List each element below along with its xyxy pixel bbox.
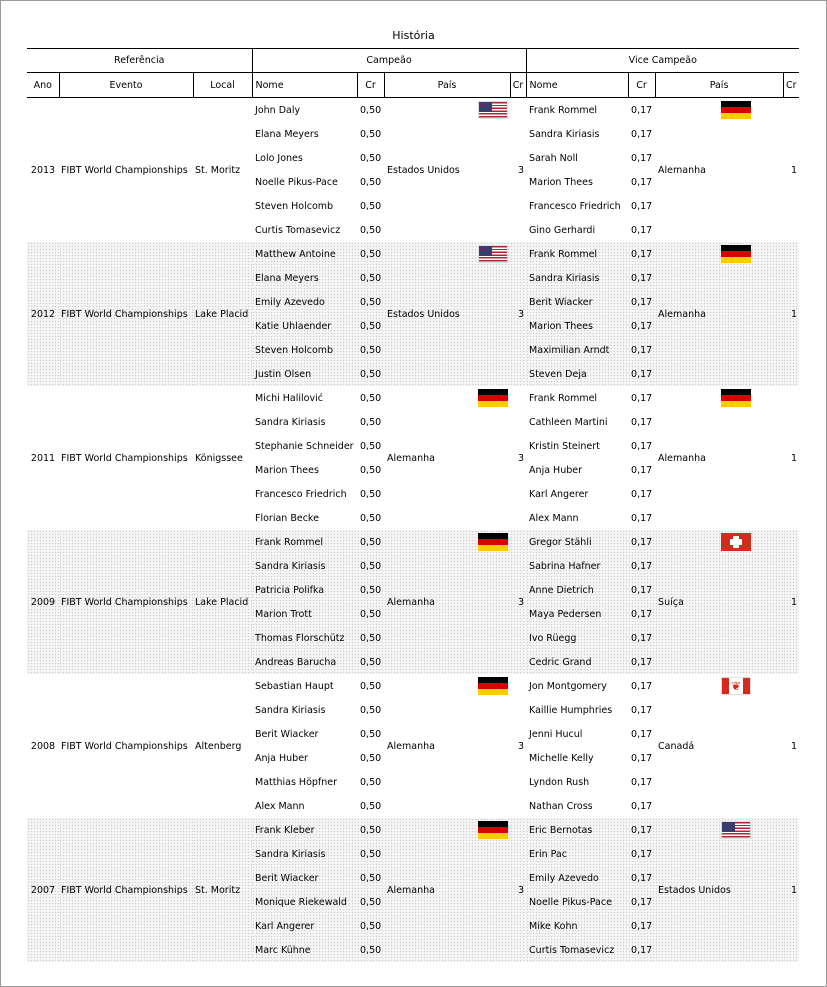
cell-vice-country[interactable] (655, 242, 783, 386)
cell-ano[interactable]: 2008 (27, 674, 59, 818)
cell-vice-name[interactable]: Gregor Stähli (526, 530, 628, 554)
cell-champ-cr[interactable]: 0,50 (357, 770, 384, 794)
year-group-2011 (27, 386, 799, 530)
cell-champ-country-cr[interactable]: 3 (510, 98, 526, 243)
cell-champ-name[interactable]: Sandra Kiriasis (252, 554, 357, 578)
cell-vice-name[interactable]: Frank Rommel (526, 386, 628, 410)
cell-champ-cr[interactable]: 0,50 (357, 386, 384, 410)
cell-champ-cr[interactable]: 0,50 (357, 914, 384, 938)
cell-champ-country[interactable] (384, 386, 510, 530)
cell-champ-cr[interactable]: 0,50 (357, 290, 384, 314)
cell-vice-country-cr[interactable]: 1 (783, 674, 799, 818)
vice-country-label: Alemanha (658, 308, 706, 320)
cell-champ-cr[interactable]: 0,50 (357, 458, 384, 482)
cell-local[interactable]: St. Moritz (193, 98, 252, 243)
cell-champ-cr[interactable]: 0,50 (357, 938, 384, 962)
vice-country-label: Estados Unidos (658, 884, 731, 896)
cell-champ-name[interactable]: Florian Becke (252, 506, 357, 530)
cell-vice-name[interactable]: Eric Bernotas (526, 818, 628, 842)
cell-champ-name[interactable]: Patricia Polifka (252, 578, 357, 602)
cell-champ-name[interactable]: Marion Trott (252, 602, 357, 626)
year-group-2008 (27, 674, 799, 818)
cell-champ-cr[interactable]: 0,50 (357, 506, 384, 530)
cell-champ-cr[interactable]: 0,50 (357, 818, 384, 842)
cell-vice-cr[interactable]: 0,17 (628, 458, 655, 482)
header-champ-nome[interactable]: Nome (252, 73, 357, 98)
cell-vice-name[interactable]: Sarah Noll (526, 146, 628, 170)
vice-country-label: Alemanha (658, 452, 706, 464)
cell-vice-cr[interactable]: 0,17 (628, 650, 655, 674)
cell-champ-cr[interactable]: 0,50 (357, 122, 384, 146)
cell-vice-name[interactable]: Sandra Kiriasis (526, 122, 628, 146)
cell-vice-name[interactable]: Erin Pac (526, 842, 628, 866)
cell-vice-name[interactable]: Karl Angerer (526, 482, 628, 506)
cell-champ-name[interactable]: Karl Angerer (252, 914, 357, 938)
cell-evento[interactable]: FIBT World Championships (59, 530, 193, 674)
cell-vice-country[interactable] (655, 530, 783, 674)
cell-champ-cr[interactable]: 0,50 (357, 314, 384, 338)
header-local[interactable]: Local (193, 73, 252, 98)
switzerland-flag-icon (721, 533, 751, 551)
cell-vice-cr[interactable]: 0,17 (628, 578, 655, 602)
cell-champ-cr[interactable]: 0,50 (357, 578, 384, 602)
cell-champ-cr[interactable]: 0,50 (357, 842, 384, 866)
cell-vice-cr[interactable]: 0,17 (628, 170, 655, 194)
germany-flag-icon (478, 677, 508, 695)
cell-vice-name[interactable]: Marion Thees (526, 170, 628, 194)
cell-vice-cr[interactable]: 0,17 (628, 146, 655, 170)
cell-champ-name[interactable]: Elana Meyers (252, 266, 357, 290)
header-evento[interactable]: Evento (59, 73, 193, 98)
champ-country-label: Alemanha (387, 884, 435, 896)
cell-vice-name[interactable]: Steven Deja (526, 362, 628, 386)
header-vice-pais[interactable]: País (655, 73, 783, 98)
cell-champ-name[interactable]: Thomas Florschütz (252, 626, 357, 650)
cell-vice-name[interactable]: Lyndon Rush (526, 770, 628, 794)
cell-vice-cr[interactable]: 0,17 (628, 770, 655, 794)
cell-vice-name[interactable]: Sabrina Hafner (526, 554, 628, 578)
cell-vice-name[interactable]: Ivo Rüegg (526, 626, 628, 650)
cell-local[interactable]: Altenberg (193, 674, 252, 818)
cell-champ-country-cr[interactable]: 3 (510, 818, 526, 962)
cell-champ-country-cr[interactable]: 3 (510, 530, 526, 674)
cell-vice-name[interactable]: Mike Kohn (526, 914, 628, 938)
cell-vice-cr[interactable]: 0,17 (628, 722, 655, 746)
cell-champ-cr[interactable]: 0,50 (357, 434, 384, 458)
cell-vice-name[interactable]: Jenni Hucul (526, 722, 628, 746)
cell-vice-cr[interactable]: 0,17 (628, 122, 655, 146)
champ-country-label: Alemanha (387, 740, 435, 752)
cell-vice-cr[interactable]: 0,17 (628, 530, 655, 554)
cell-vice-cr[interactable]: 0,17 (628, 794, 655, 818)
cell-champ-country[interactable] (384, 530, 510, 674)
cell-vice-country[interactable] (655, 674, 783, 818)
cell-vice-cr[interactable]: 0,17 (628, 218, 655, 242)
cell-vice-cr[interactable]: 0,17 (628, 674, 655, 698)
cell-vice-cr[interactable]: 0,17 (628, 98, 655, 123)
cell-vice-name[interactable]: Kaillie Humphries (526, 698, 628, 722)
cell-champ-cr[interactable]: 0,50 (357, 482, 384, 506)
table-row (27, 818, 799, 842)
cell-champ-cr[interactable]: 0,50 (357, 338, 384, 362)
table-row (27, 674, 799, 698)
cell-vice-name[interactable]: Marion Thees (526, 314, 628, 338)
cell-champ-cr[interactable]: 0,50 (357, 530, 384, 554)
cell-vice-cr[interactable]: 0,17 (628, 626, 655, 650)
cell-evento[interactable]: FIBT World Championships (59, 386, 193, 530)
germany-flag-icon (721, 245, 751, 263)
cell-vice-name[interactable]: Maya Pedersen (526, 602, 628, 626)
cell-champ-country[interactable] (384, 242, 510, 386)
cell-vice-cr[interactable]: 0,17 (628, 698, 655, 722)
cell-vice-country-cr[interactable]: 1 (783, 242, 799, 386)
cell-champ-cr[interactable]: 0,50 (357, 746, 384, 770)
year-group-2012 (27, 242, 799, 386)
cell-vice-cr[interactable]: 0,17 (628, 434, 655, 458)
cell-ano[interactable]: 2013 (27, 98, 59, 243)
cell-vice-name[interactable]: Anja Huber (526, 458, 628, 482)
cell-champ-name[interactable]: Lolo Jones (252, 146, 357, 170)
cell-champ-cr[interactable]: 0,50 (357, 242, 384, 266)
header-champ-country-cr[interactable]: Cr (510, 73, 526, 98)
cell-champ-name[interactable]: Francesco Friedrich (252, 482, 357, 506)
table-row (27, 530, 799, 554)
cell-champ-name[interactable]: Alex Mann (252, 794, 357, 818)
cell-vice-name[interactable]: Anne Dietrich (526, 578, 628, 602)
us-flag-icon (478, 101, 508, 119)
cell-champ-name[interactable]: Steven Holcomb (252, 194, 357, 218)
cell-vice-name[interactable]: Michelle Kelly (526, 746, 628, 770)
cell-champ-cr[interactable]: 0,50 (357, 722, 384, 746)
header-vice-country-cr[interactable]: Cr (783, 73, 799, 98)
cell-champ-country[interactable] (384, 674, 510, 818)
cell-vice-country-cr[interactable]: 1 (783, 98, 799, 243)
cell-vice-country-cr[interactable]: 1 (783, 530, 799, 674)
cell-vice-name[interactable]: Francesco Friedrich (526, 194, 628, 218)
cell-champ-cr[interactable]: 0,50 (357, 170, 384, 194)
year-group-2007 (27, 818, 799, 962)
vice-country-label: Canadá (658, 740, 695, 752)
cell-local[interactable]: St. Moritz (193, 818, 252, 962)
cell-champ-cr[interactable]: 0,50 (357, 410, 384, 434)
cell-champ-name[interactable]: Monique Riekewald (252, 890, 357, 914)
cell-vice-cr[interactable]: 0,17 (628, 602, 655, 626)
cell-champ-cr[interactable]: 0,50 (357, 554, 384, 578)
cell-champ-name[interactable]: Frank Kleber (252, 818, 357, 842)
cell-vice-name[interactable]: Gino Gerhardi (526, 218, 628, 242)
cell-champ-name[interactable]: Sandra Kiriasis (252, 698, 357, 722)
cell-champ-name[interactable]: Justin Olsen (252, 362, 357, 386)
cell-vice-cr[interactable]: 0,17 (628, 362, 655, 386)
germany-flag-icon (721, 101, 751, 119)
cell-vice-name[interactable]: Kristin Steinert (526, 434, 628, 458)
cell-champ-name[interactable]: Stephanie Schneider (252, 434, 357, 458)
cell-champ-name[interactable]: Michi Halilović (252, 386, 357, 410)
germany-flag-icon (478, 389, 508, 407)
cell-vice-name[interactable]: Emily Azevedo (526, 866, 628, 890)
cell-vice-country-cr[interactable]: 1 (783, 818, 799, 962)
cell-champ-name[interactable]: Sandra Kiriasis (252, 842, 357, 866)
cell-champ-country[interactable] (384, 818, 510, 962)
cell-champ-name[interactable]: Anja Huber (252, 746, 357, 770)
cell-champ-cr[interactable]: 0,50 (357, 98, 384, 123)
cell-vice-name[interactable]: Noelle Pikus-Pace (526, 890, 628, 914)
cell-vice-cr[interactable]: 0,17 (628, 818, 655, 842)
cell-champ-name[interactable]: Matthias Höpfner (252, 770, 357, 794)
cell-vice-cr[interactable]: 0,17 (628, 938, 655, 962)
cell-champ-name[interactable]: John Daly (252, 98, 357, 123)
cell-vice-cr[interactable]: 0,17 (628, 314, 655, 338)
cell-champ-cr[interactable]: 0,50 (357, 890, 384, 914)
cell-vice-cr[interactable]: 0,17 (628, 482, 655, 506)
champ-country-label: Alemanha (387, 452, 435, 464)
cell-champ-country[interactable] (384, 98, 510, 243)
sheet-title: História (392, 29, 435, 42)
germany-flag-icon (478, 821, 508, 839)
header-champ-pais[interactable]: País (384, 73, 510, 98)
cell-champ-country-cr[interactable]: 3 (510, 242, 526, 386)
cell-vice-name[interactable]: Sandra Kiriasis (526, 266, 628, 290)
cell-vice-cr[interactable]: 0,17 (628, 338, 655, 362)
cell-vice-cr[interactable]: 0,17 (628, 290, 655, 314)
germany-flag-icon (478, 533, 508, 551)
cell-champ-name[interactable]: Marc Kühne (252, 938, 357, 962)
cell-vice-cr[interactable]: 0,17 (628, 842, 655, 866)
cell-vice-name[interactable]: Cathleen Martini (526, 410, 628, 434)
cell-champ-name[interactable]: Curtis Tomasevicz (252, 218, 357, 242)
header-vice-cr[interactable]: Cr (628, 73, 655, 98)
cell-vice-cr[interactable]: 0,17 (628, 266, 655, 290)
cell-vice-cr[interactable]: 0,17 (628, 194, 655, 218)
cell-evento[interactable]: FIBT World Championships (59, 98, 193, 243)
cell-evento[interactable]: FIBT World Championships (59, 242, 193, 386)
cell-vice-name[interactable]: Cedric Grand (526, 650, 628, 674)
cell-local[interactable]: Lake Placid (193, 530, 252, 674)
cell-champ-name[interactable]: Katie Uhlaender (252, 314, 357, 338)
cell-champ-cr[interactable]: 0,50 (357, 626, 384, 650)
cell-vice-country[interactable] (655, 386, 783, 530)
cell-local[interactable]: Königssee (193, 386, 252, 530)
cell-local[interactable]: Lake Placid (193, 242, 252, 386)
cell-vice-cr[interactable]: 0,17 (628, 914, 655, 938)
cell-champ-cr[interactable]: 0,50 (357, 362, 384, 386)
year-group-2013 (27, 98, 799, 243)
cell-vice-cr[interactable]: 0,17 (628, 554, 655, 578)
cell-ano[interactable]: 2012 (27, 242, 59, 386)
table-row (27, 98, 799, 123)
header-referencia[interactable]: Referência (27, 49, 252, 73)
cell-champ-cr[interactable]: 0,50 (357, 674, 384, 698)
cell-champ-name[interactable]: Andreas Barucha (252, 650, 357, 674)
us-flag-icon (721, 821, 751, 839)
cell-champ-name[interactable]: Steven Holcomb (252, 338, 357, 362)
cell-evento[interactable]: FIBT World Championships (59, 674, 193, 818)
header-vice-nome[interactable]: Nome (526, 73, 628, 98)
cell-ano[interactable]: 2011 (27, 386, 59, 530)
cell-vice-name[interactable]: Nathan Cross (526, 794, 628, 818)
cell-vice-cr[interactable]: 0,17 (628, 866, 655, 890)
cell-champ-cr[interactable]: 0,50 (357, 698, 384, 722)
year-group-2009 (27, 530, 799, 674)
cell-champ-cr[interactable]: 0,50 (357, 194, 384, 218)
cell-vice-cr[interactable]: 0,17 (628, 506, 655, 530)
cell-vice-country-cr[interactable]: 1 (783, 386, 799, 530)
cell-champ-name[interactable]: Berit Wiacker (252, 722, 357, 746)
vice-country-label: Alemanha (658, 164, 706, 176)
cell-champ-country-cr[interactable]: 3 (510, 674, 526, 818)
cell-ano[interactable]: 2009 (27, 530, 59, 674)
cell-vice-country[interactable] (655, 98, 783, 243)
table-row (27, 242, 799, 266)
cell-champ-name[interactable]: Marion Thees (252, 458, 357, 482)
cell-champ-name[interactable]: Noelle Pikus-Pace (252, 170, 357, 194)
canada-flag-icon (721, 677, 751, 695)
cell-vice-name[interactable]: Curtis Tomasevicz (526, 938, 628, 962)
cell-vice-cr[interactable]: 0,17 (628, 242, 655, 266)
vice-country-label: Suíça (658, 596, 684, 608)
cell-ano[interactable]: 2007 (27, 818, 59, 962)
cell-vice-name[interactable]: Alex Mann (526, 506, 628, 530)
cell-vice-name[interactable]: Frank Rommel (526, 98, 628, 123)
champ-country-label: Alemanha (387, 596, 435, 608)
germany-flag-icon (721, 389, 751, 407)
cell-champ-cr[interactable]: 0,50 (357, 866, 384, 890)
cell-champ-cr[interactable]: 0,50 (357, 146, 384, 170)
cell-champ-name[interactable]: Matthew Antoine (252, 242, 357, 266)
table-row (27, 386, 799, 410)
cell-vice-name[interactable]: Maximilian Arndt (526, 338, 628, 362)
cell-vice-cr[interactable]: 0,17 (628, 386, 655, 410)
cell-vice-cr[interactable]: 0,17 (628, 890, 655, 914)
cell-vice-country[interactable] (655, 818, 783, 962)
cell-vice-name[interactable]: Jon Montgomery (526, 674, 628, 698)
history-table (27, 48, 799, 962)
cell-champ-name[interactable]: Emily Azevedo (252, 290, 357, 314)
cell-evento[interactable]: FIBT World Championships (59, 818, 193, 962)
cell-champ-cr[interactable]: 0,50 (357, 794, 384, 818)
header-campeao[interactable]: Campeão (252, 49, 526, 73)
header-vice-campeao[interactable]: Vice Campeão (526, 49, 799, 73)
cell-champ-name[interactable]: Elana Meyers (252, 122, 357, 146)
us-flag-icon (478, 245, 508, 263)
header-champ-cr[interactable]: Cr (357, 73, 384, 98)
cell-champ-name[interactable]: Sebastian Haupt (252, 674, 357, 698)
cell-vice-cr[interactable]: 0,17 (628, 746, 655, 770)
champ-country-label: Estados Unidos (387, 308, 460, 320)
cell-champ-cr[interactable]: 0,50 (357, 266, 384, 290)
cell-champ-cr[interactable]: 0,50 (357, 602, 384, 626)
cell-champ-name[interactable]: Berit Wiacker (252, 866, 357, 890)
cell-champ-name[interactable]: Frank Rommel (252, 530, 357, 554)
champ-country-label: Estados Unidos (387, 164, 460, 176)
header-ano[interactable]: Ano (27, 73, 59, 98)
cell-vice-name[interactable]: Frank Rommel (526, 242, 628, 266)
cell-vice-name[interactable]: Berit Wiacker (526, 290, 628, 314)
cell-champ-country-cr[interactable]: 3 (510, 386, 526, 530)
cell-champ-cr[interactable]: 0,50 (357, 650, 384, 674)
cell-champ-name[interactable]: Sandra Kiriasis (252, 410, 357, 434)
cell-champ-cr[interactable]: 0,50 (357, 218, 384, 242)
cell-vice-cr[interactable]: 0,17 (628, 410, 655, 434)
